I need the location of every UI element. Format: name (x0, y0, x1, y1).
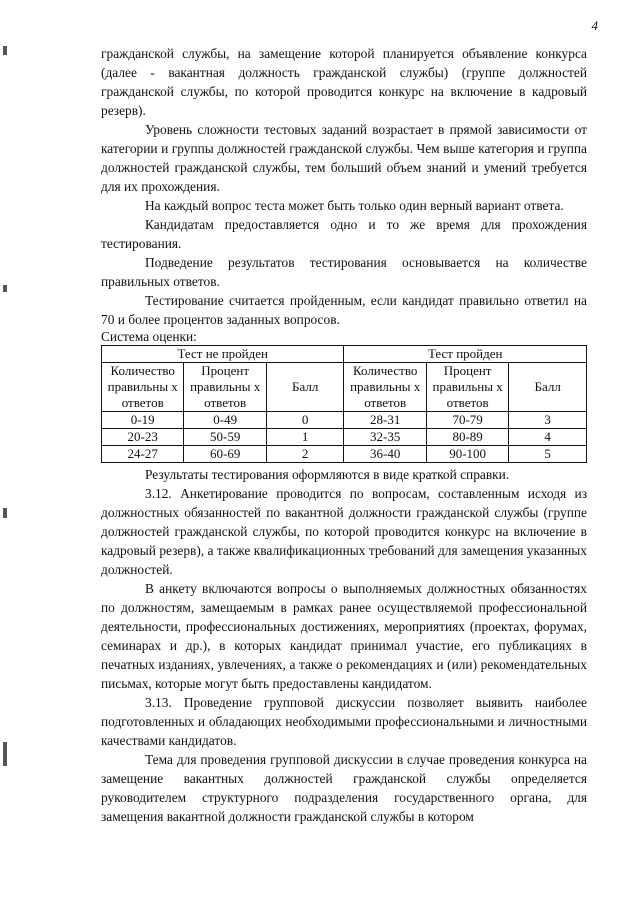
paragraph: Подведение результатов тестирования основывается на количестве правильных ответов. (101, 255, 587, 289)
table-cell: 0-49 (184, 412, 266, 429)
paragraph: На каждый вопрос теста может быть только один верный вариант ответа. (145, 198, 564, 213)
column-header: Количество правильны х ответов (344, 363, 426, 412)
column-header: Процент правильны х ответов (426, 363, 508, 412)
table-cell: 28-31 (344, 412, 426, 429)
column-header: Процент правильны х ответов (184, 363, 266, 412)
table-column-header (102, 363, 587, 412)
binder-mark (3, 285, 7, 292)
table-cell: 0-19 (102, 412, 184, 429)
paragraph: В анкету включаются вопросы о выполняемых должностных обязанностях по должностям, замещаемым в рамках ранее осуществляемой профессиональной деятельности, профессиональных достижениях, мероприятиях (проектах, форумах, семинарах и др.), в которых кандидат принимал участие, его публикациях в печатных изданиях, увлечениях, а также о рекомендациях и (или) рекомендательных письмах, которые могут быть предоставлены кандидатом. (101, 581, 587, 691)
group-failed-header: Тест не пройден (102, 346, 344, 363)
binder-edge-marks (0, 0, 14, 905)
table-cell: 20-23 (102, 429, 184, 446)
table-cell: 70-79 (426, 412, 508, 429)
paragraph: Тестирование считается пройденным, если кандидат правильно ответил на 70 и более процентов заданных вопросов. (101, 293, 587, 327)
table-cell: 36-40 (344, 446, 426, 463)
paragraph: Кандидатам предоставляется одно и то же время для прохождения тестирования. (101, 217, 587, 251)
table-cell: 50-59 (184, 429, 266, 446)
binder-mark (3, 742, 7, 766)
table-cell: 3 (509, 412, 587, 429)
group-passed-header: Тест пройден (344, 346, 587, 363)
table-cell: 90-100 (426, 446, 508, 463)
paragraph: гражданской службы, на замещение которой планируется объявление конкурса (далее - вакантная должность гражданской службы) (группе должностей гражданской службы, по которой проводится конкурс на включение в кадровый резерв). (101, 46, 587, 118)
paragraphs-top (101, 44, 587, 329)
document-body (101, 44, 587, 826)
table-cell: 0 (266, 412, 344, 429)
paragraph: Уровень сложности тестовых заданий возрастает в прямой зависимости от категории и группы должностей гражданской службы. Чем выше категория и группа должностей гражданской службы, тем больший объем знаний и умений требуется для их прохождения. (101, 122, 587, 194)
table-cell: 32-35 (344, 429, 426, 446)
table-row (102, 412, 587, 429)
column-header: Количество правильны х ответов (102, 363, 184, 412)
paragraph: Результаты тестирования оформляются в виде краткой справки. (145, 467, 510, 482)
table-cell: 80-89 (426, 429, 508, 446)
table-cell: 60-69 (184, 446, 266, 463)
table-cell: 24-27 (102, 446, 184, 463)
page-number: 4 (591, 18, 598, 33)
table-cell: 2 (266, 446, 344, 463)
table-cell: 4 (509, 429, 587, 446)
binder-mark (3, 46, 7, 55)
table-row (102, 446, 587, 463)
score-table (101, 345, 587, 463)
paragraph: 3.12. Анкетирование проводится по вопросам, составленным исходя из должностных обязанностей по вакантной должности гражданской службы (группе должностей гражданской службы, по которой проводится конкурс на включение в кадровый резерв), а также квалификационных требований для замещения указанных должностей. (101, 486, 587, 577)
column-header: Балл (266, 363, 344, 412)
table-cell: 1 (266, 429, 344, 446)
table-row (102, 429, 587, 446)
table-cell: 5 (509, 446, 587, 463)
column-header: Балл (509, 363, 587, 412)
binder-mark (3, 508, 7, 518)
paragraph: Тема для проведения групповой дискуссии в случае проведения конкурса на замещение вакантных должностей гражданской службы определяется руководителем структурного подразделения государственного органа, для замещения вакантной должности гражданской службы в котором (101, 752, 587, 824)
table-caption: Система оценки: (101, 329, 197, 344)
paragraph: 3.13. Проведение групповой дискуссии позволяет выявить наиболее подготовленных и обладающих необходимыми профессиональными и личностными качествами кандидатов. (101, 695, 587, 748)
table-group-header (102, 346, 587, 363)
paragraphs-bottom (101, 465, 587, 826)
